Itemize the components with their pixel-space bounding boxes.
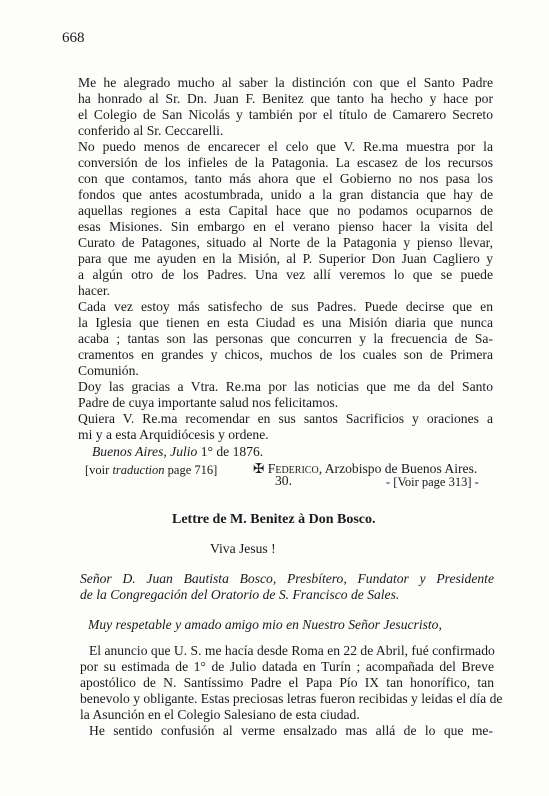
- letter-date: [92, 444, 263, 460]
- text-line: No puedo menos de encarecer el celo que V. Re.ma muestra por la: [78, 139, 493, 154]
- text-line: Curato de Patagones, situado al Norte de la Patagonia y pienso llevar,: [78, 235, 493, 250]
- text-line: esas Misiones. Sin embargo en el verano pienso hacer la visita del: [78, 219, 493, 234]
- text-line: apostólico de N. Santíssimo Padre el Papa Pío IX tan honorífico, tan: [80, 675, 494, 690]
- text-line: Comunión.: [78, 363, 139, 378]
- text-line: el Colegio de San Nicolás y también por el título de Camarero Secreto: [78, 107, 493, 122]
- text-line: Cada vez estoy más satisfecho de sus Padres. Puede decirse que en: [78, 299, 493, 314]
- text-line: El anuncio que U. S. me hacía desde Roma en 22 de Abril, fué confirmado: [89, 643, 495, 658]
- text-line: Padre de cuya importante salud nos felicitamos.: [78, 395, 339, 410]
- date-place: Buenos Aires, Julio: [92, 444, 198, 459]
- text-line: a algún otro de los Padres. Una vez allí veremos lo que se puede: [78, 267, 493, 282]
- address-line: Señor D. Juan Bautista Bosco, Presbítero, Fundator y Presidente: [80, 571, 494, 586]
- text-line: ha honrado al Sr. Dn. Juan F. Benitez que tanto ha hecho y hace por: [78, 91, 493, 106]
- text-line: conversión de los infieles de la Patagonia. La escasez de los recursos: [78, 155, 493, 170]
- text-line: He sentido confusión al verme ensalzado mas allá de lo que me-: [89, 723, 493, 738]
- signer-title: , Arzobispo de Buenos Aires.: [318, 461, 478, 476]
- greeting: Muy respetable y amado amigo mio en Nuestro Señor Jesucristo,: [88, 617, 442, 632]
- text-line: por su estimada de 1° de Julio datada en Turín ; acompañada del Breve: [80, 659, 494, 674]
- letter-number: 30.: [275, 473, 292, 488]
- text-line: la Asunción en el Colegio Salesiano de esta ciudad.: [80, 707, 360, 722]
- text-line: benevolo y obligante. Estas preciosas letras fueron recibidas y leidas el día de: [80, 691, 503, 706]
- text-line: la Iglesia que tienen en esta Ciudad es una Misión diaria que nunca: [78, 315, 493, 330]
- text-line: aquellas regiones a esta Capital hace que no podamos ocuparnos de: [78, 203, 493, 218]
- text-line: con que contamos, tanto más ahora que el Gobierno no nos pasa los: [78, 171, 493, 186]
- text-line: Doy las gracias a Vtra. Re.ma por las noticias que me da del Santo: [78, 379, 493, 394]
- salutation: Viva Jesus !: [210, 541, 276, 556]
- letter-title: Lettre de M. Benitez à Don Bosco.: [172, 512, 376, 527]
- page-number: 668: [62, 30, 85, 46]
- text-line: Me he alegrado mucho al saber la distinción con que el Santo Padre: [78, 75, 493, 90]
- translation-reference: [voir traduction page 716]: [85, 463, 218, 477]
- text-line: hacer.: [78, 283, 111, 298]
- text-line: fondos que antes acostumbrada, unido a la gran distancia que hay de: [78, 187, 493, 202]
- address-line: de la Congregación del Oratorio de S. Francisco de Sales.: [80, 587, 400, 602]
- text-line: Quiera V. Re.ma recomendar en sus santos Sacrificios y oraciones a: [78, 411, 493, 426]
- text-line: mi y a esta Arquidiócesis y ordene.: [78, 427, 269, 442]
- signer-name: Federico: [267, 461, 319, 476]
- text-line: conferido al Sr. Ceccarelli.: [78, 123, 224, 138]
- cross-icon: ✠: [253, 461, 265, 476]
- text-line: cramentos en grandes y chicos, muchos de los cuales son de Primera: [78, 347, 493, 362]
- voir-page-reference: - [Voir page 313] -: [386, 475, 479, 489]
- text-line: para que me ayuden en la Misión, al P. Superior Don Juan Cagliero y: [78, 251, 493, 266]
- text-line: acaba ; tantas son las personas que concurren y la frecuencia de Sa-: [78, 331, 493, 346]
- date-rest: 1° de 1876.: [200, 444, 264, 459]
